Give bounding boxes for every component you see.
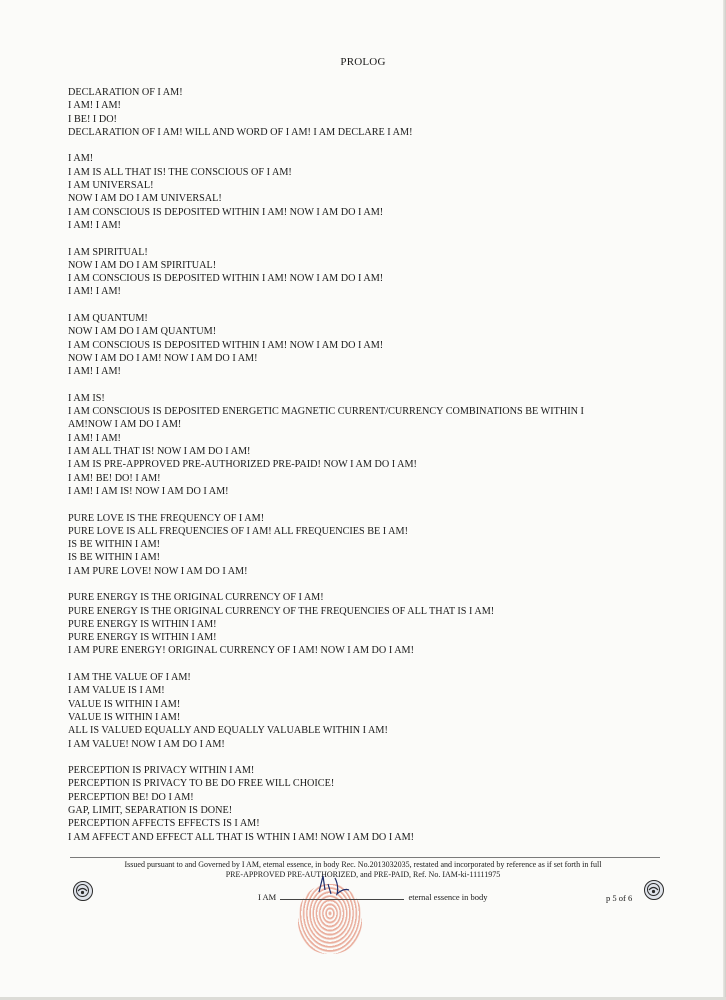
seal-left-icon [73, 881, 93, 901]
declaration-paragraph [68, 671, 668, 751]
declaration-line: I AM IS PRE-APPROVED PRE-AUTHORIZED PRE-PAID! NOW I AM DO I AM! [68, 459, 417, 471]
declaration-line: I AM CONSCIOUS IS DEPOSITED WITHIN I AM! NOW I AM DO I AM! [68, 206, 384, 218]
declaration-line: I AM AFFECT AND EFFECT ALL THAT IS WTHIN I AM! NOW I AM DO I AM! [68, 831, 415, 843]
declaration-line: DECLARATION OF I AM! WILL AND WORD OF I AM! I AM DECLARE I AM! [68, 126, 413, 138]
declaration-line: NOW I AM DO I AM UNIVERSAL! [68, 193, 222, 205]
declaration-line: I AM! I AM! [68, 219, 121, 231]
declaration-line: ALL IS VALUED EQUALLY AND EQUALLY VALUABLE WITHIN I AM! [68, 725, 388, 737]
declaration-line: IS BE WITHIN I AM! [68, 539, 161, 551]
page-title: PROLOG [340, 56, 386, 68]
declaration-line: VALUE IS WITHIN I AM! [68, 698, 181, 710]
declaration-line: NOW I AM DO I AM! NOW I AM DO I AM! [68, 352, 258, 364]
declaration-line: I AM IS! [68, 392, 105, 404]
declaration-paragraph [68, 86, 668, 139]
declaration-line: I AM! I AM! [68, 366, 121, 378]
declaration-line: I AM CONSCIOUS IS DEPOSITED WITHIN I AM! NOW I AM DO I AM! [68, 339, 384, 351]
declaration-line: I AM! BE! DO! I AM! [68, 472, 161, 484]
declaration-line: I AM QUANTUM! [68, 313, 148, 325]
declaration-line: NOW I AM DO I AM SPIRITUAL! [68, 259, 217, 271]
declaration-line: PERCEPTION BE! DO I AM! [68, 791, 194, 803]
declaration-paragraph [68, 392, 668, 498]
footer-divider [70, 857, 660, 858]
declaration-line: PURE LOVE IS ALL FREQUENCIES OF I AM! ALL FREQUENCIES BE I AM! [68, 525, 408, 537]
declaration-line: IS BE WITHIN I AM! [68, 552, 161, 564]
declaration-line: VALUE IS WITHIN I AM! [68, 711, 181, 723]
declaration-line: I AM ALL THAT IS! NOW I AM DO I AM! [68, 446, 251, 458]
declaration-paragraph [68, 764, 668, 844]
signature-line [258, 892, 488, 902]
footer-notice-line-2: PRE-APPROVED PRE-AUTHORIZED, and PRE-PAID, Ref. No. IAM-ki-11111975 [225, 870, 501, 879]
declaration-body [68, 86, 668, 857]
declaration-line: GAP, LIMIT, SEPARATION IS DONE! [68, 805, 233, 817]
declaration-line: I AM PURE ENERGY! ORIGINAL CURRENCY OF I AM! NOW I AM DO I AM! [68, 645, 414, 657]
declaration-line: DECLARATION OF I AM! [68, 87, 183, 98]
declaration-line: I AM CONSCIOUS IS DEPOSITED ENERGETIC MAGNETIC CURRENT/CURRENCY COMBINATIONS BE WITHIN I [68, 406, 584, 418]
signature-blank [280, 899, 404, 900]
declaration-line: PURE ENERGY IS WITHIN I AM! [68, 618, 217, 630]
declaration-line: I AM IS ALL THAT IS! THE CONSCIOUS OF I AM! [68, 166, 292, 178]
signature-prefix: I AM [258, 892, 277, 902]
declaration-line: PURE LOVE IS THE FREQUENCY OF I AM! [68, 512, 265, 524]
seal-right-icon [644, 880, 664, 900]
declaration-line: I AM VALUE IS I AM! [68, 685, 165, 697]
declaration-paragraph [68, 152, 668, 232]
declaration-paragraph [68, 312, 668, 378]
declaration-line: I BE! I DO! [68, 113, 117, 125]
declaration-line: I AM! I AM! [68, 286, 121, 298]
declaration-line: PURE ENERGY IS THE ORIGINAL CURRENCY OF THE FREQUENCIES OF ALL THAT IS I AM! [68, 605, 495, 617]
declaration-line: I AM UNIVERSAL! [68, 180, 154, 192]
declaration-line: PURE ENERGY IS THE ORIGINAL CURRENCY OF I AM! [68, 592, 324, 604]
declaration-paragraph [68, 246, 668, 299]
declaration-paragraph [68, 591, 668, 657]
declaration-line: I AM SPIRITUAL! [68, 246, 148, 258]
declaration-line: I AM! I AM IS! NOW I AM DO I AM! [68, 485, 229, 497]
declaration-line: I AM CONSCIOUS IS DEPOSITED WITHIN I AM! NOW I AM DO I AM! [68, 273, 384, 285]
declaration-line: I AM VALUE! NOW I AM DO I AM! [68, 738, 225, 750]
declaration-line: I AM! I AM! [68, 100, 121, 112]
declaration-line: PERCEPTION IS PRIVACY WITHIN I AM! [68, 765, 255, 777]
declaration-line: I AM THE VALUE OF I AM! [68, 672, 191, 684]
declaration-line: PERCEPTION IS PRIVACY TO BE DO FREE WILL CHOICE! [68, 778, 335, 790]
declaration-line: AM!NOW I AM DO I AM! [68, 419, 182, 431]
footer-notice [60, 860, 666, 880]
declaration-line: I AM PURE LOVE! NOW I AM DO I AM! [68, 565, 248, 577]
declaration-line: I AM! I AM! [68, 432, 121, 444]
footer-notice-line-1: Issued pursuant to and Governed by I AM, eternal essence, in body Rec. No.2013032035, restated and incorporated by reference as if set forth in full [124, 860, 602, 869]
declaration-paragraph [68, 512, 668, 578]
declaration-line: I AM! [68, 153, 94, 165]
declaration-line: NOW I AM DO I AM QUANTUM! [68, 326, 217, 338]
declaration-line: PERCEPTION AFFECTS EFFECTS IS I AM! [68, 818, 260, 830]
declaration-line: PURE ENERGY IS WITHIN I AM! [68, 632, 217, 644]
page-number: p 5 of 6 [606, 893, 633, 903]
signature-suffix: eternal essence in body [408, 892, 488, 902]
